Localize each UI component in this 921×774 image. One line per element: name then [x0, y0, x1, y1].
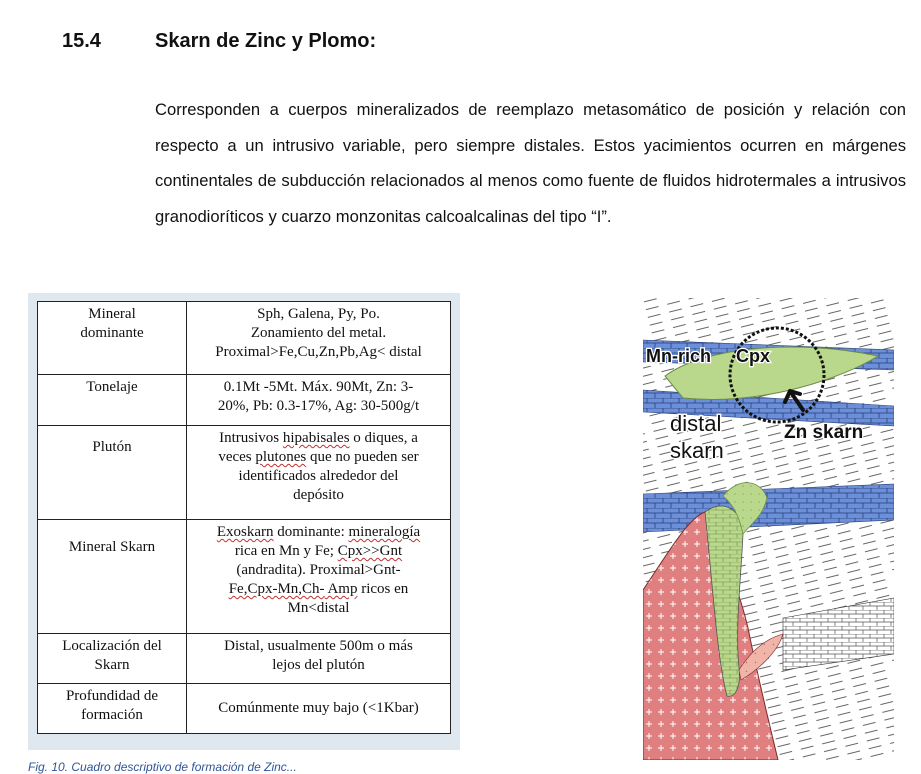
row-label: Mineral dominante — [38, 302, 187, 375]
row-value: Comúnmente muy bajo (<1Kbar) — [187, 684, 451, 734]
table-row — [38, 426, 451, 520]
zn-skarn-diagram — [643, 298, 894, 760]
row-label: Mineral Skarn — [38, 520, 187, 634]
label-mn-rich: Mn-rich — [646, 346, 711, 366]
row-value: Exoskarn dominante: mineralogía rica en Mn y Fe; Cpx>>Gnt (andradita). Proximal>Gnt- Fe,Cpx-Mn,Ch- Amp ricos en Mn<distal — [187, 520, 451, 634]
skarn-summary-table — [37, 301, 451, 734]
row-label: Tonelaje — [38, 375, 187, 426]
row-label: Localización del Skarn — [38, 634, 187, 684]
label-cpx: Cpx — [736, 346, 771, 366]
table-row — [38, 684, 451, 734]
table-background — [28, 293, 460, 750]
figure-caption: Fig. 10. Cuadro descriptivo de formación de Zinc... — [28, 760, 297, 774]
row-label: Profundidad de formación — [38, 684, 187, 734]
table-row — [38, 634, 451, 684]
row-value: Intrusivos hipabisales o diques, a veces plutones que no pueden ser identificados alrededor del depósito — [187, 426, 451, 520]
table-row — [38, 302, 451, 375]
section-number: 15.4 — [62, 30, 101, 52]
row-value: Sph, Galena, Py, Po. Zonamiento del metal. Proximal>Fe,Cu,Zn,Pb,Ag< distal — [187, 302, 451, 375]
table-row — [38, 520, 451, 634]
section-title: Skarn de Zinc y Plomo: — [155, 30, 377, 52]
row-value: Distal, usualmente 500m o más lejos del plutón — [187, 634, 451, 684]
body-paragraph: Corresponden a cuerpos mineralizados de reemplazo metasomático de posición y relación con respecto a un intrusivo variable, pero siempre distales. Estos yacimientos ocurren en márgenes continentales de subducción relacionados al menos como fuente de fluidos hidrotermales a intrusivos granodioríticos y cuarzo monzonitas calcoalcalinas del tipo “I”. — [155, 100, 906, 226]
label-skarn: skarn — [670, 438, 724, 463]
label-distal: distal — [670, 411, 722, 436]
table-row — [38, 375, 451, 426]
label-zn-skarn: Zn skarn — [784, 422, 864, 443]
row-value: 0.1Mt -5Mt. Máx. 90Mt, Zn: 3- 20%, Pb: 0.3-17%, Ag: 30-500g/t — [187, 375, 451, 426]
row-label: Plutón — [38, 426, 187, 520]
